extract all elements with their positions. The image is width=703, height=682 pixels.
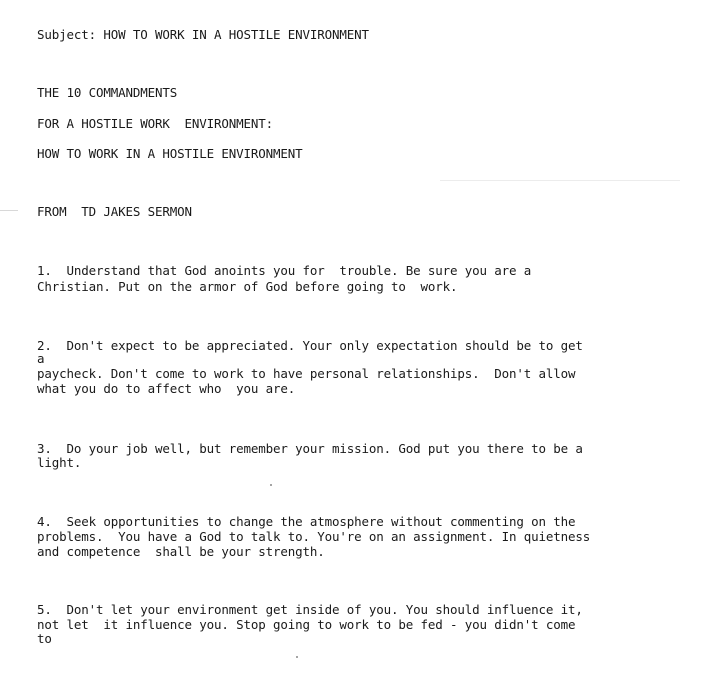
item-text-line: what you do to affect who you are. (37, 381, 296, 396)
scan-smudge (440, 180, 680, 181)
heading-line-2: FOR A HOSTILE WORK ENVIRONMENT: (37, 116, 274, 131)
item-text-line: to (37, 631, 52, 646)
item-text-line: a (37, 351, 45, 366)
subject-line: Subject: HOW TO WORK IN A HOSTILE ENVIRONMENT (37, 27, 369, 42)
item-text-line: 1. Understand that God anoints you for trouble. Be sure you are a (37, 263, 532, 278)
item-text-line: 2. Don't expect to be appreciated. Your only expectation should be to get (37, 338, 583, 353)
item-text-line: paycheck. Don't come to work to have personal relationships. Don't allow (37, 366, 576, 381)
item-text-line: light. (37, 455, 82, 470)
source-line: FROM TD JAKES SERMON (37, 204, 192, 219)
item-text-line: problems. You have a God to talk to. You're on an assignment. In quietness (37, 529, 591, 544)
item-text-line: not let it influence you. Stop going to work to be fed - you didn't come (37, 617, 576, 632)
item-text-line: 4. Seek opportunities to change the atmosphere without commenting on the (37, 514, 576, 529)
scan-smudge (0, 210, 18, 211)
item-text-line: 5. Don't let your environment get inside of you. You should influence it, (37, 602, 583, 617)
scan-speck (270, 484, 272, 486)
item-text-line: 3. Do your job well, but remember your mission. God put you there to be a (37, 441, 583, 456)
heading-line-3: HOW TO WORK IN A HOSTILE ENVIRONMENT (37, 146, 303, 161)
item-text-line: Christian. Put on the armor of God before going to work. (37, 279, 458, 294)
scan-speck (296, 656, 298, 658)
item-text-line: and competence shall be your strength. (37, 544, 325, 559)
heading-line-1: THE 10 COMMANDMENTS (37, 85, 178, 100)
